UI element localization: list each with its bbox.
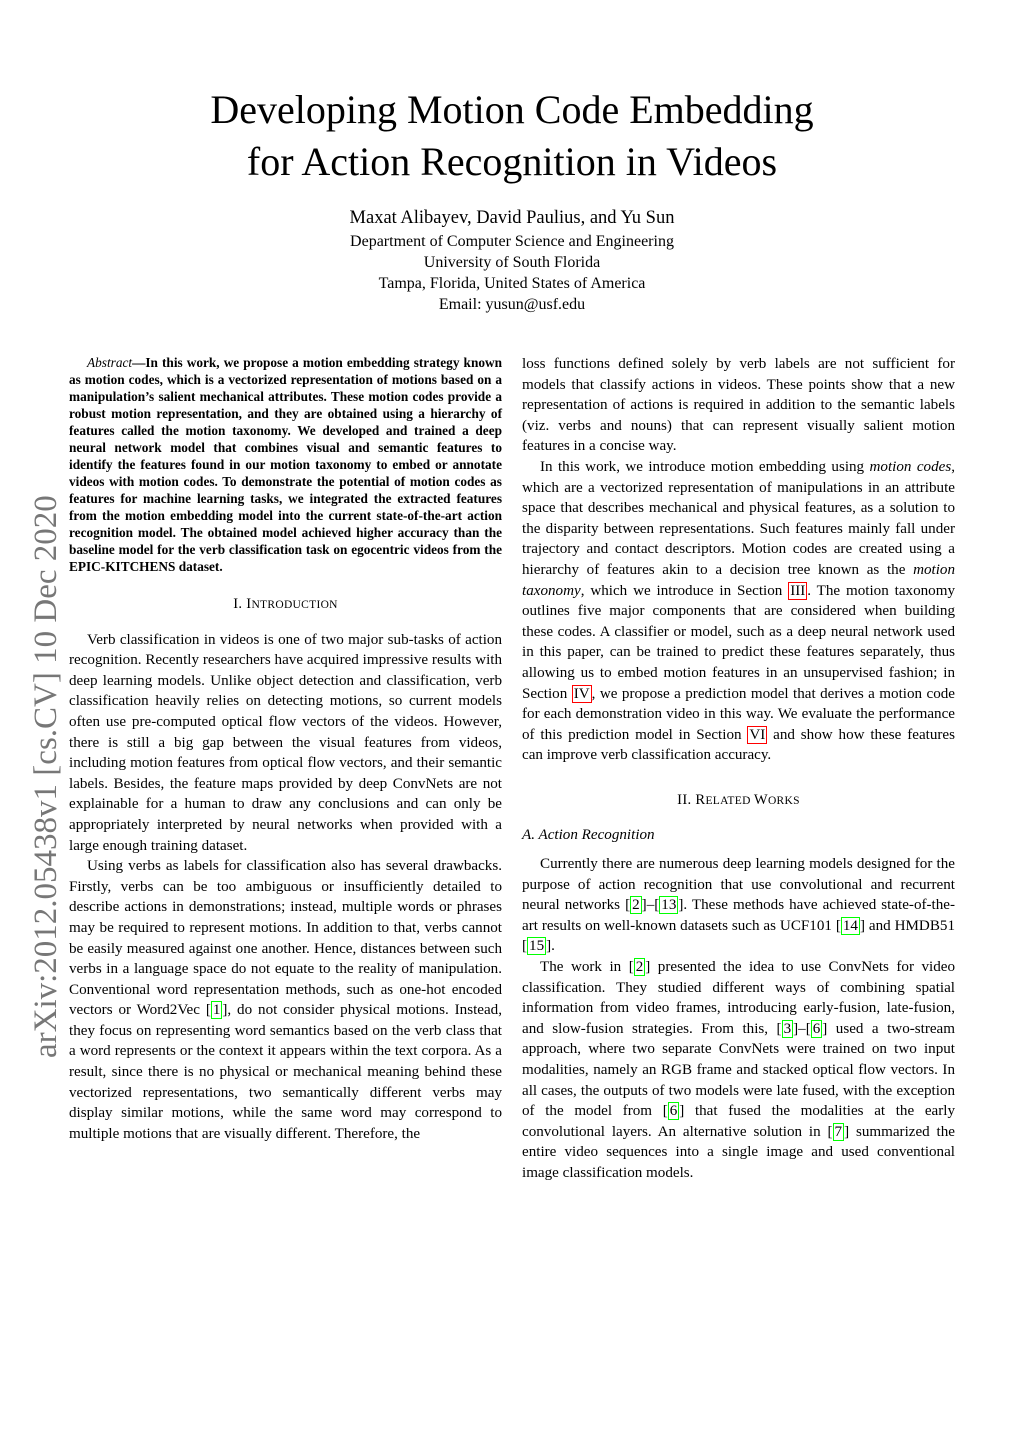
citation-link-7[interactable]: 7 (834, 1123, 843, 1140)
subsection-heading-action-recognition: A. Action Recognition (522, 827, 655, 844)
citation-link-2[interactable]: 2 (632, 897, 640, 914)
citation-link-2b[interactable]: 2 (635, 959, 644, 976)
related-p1-text-b: . These methods have achieved state-of-the-art results on well-known datasets such as UCF101 (522, 897, 956, 934)
title-line-2: for Action Recognition in Videos (246, 139, 778, 184)
intro-p2-text-b: , do not consider physical motions. Instead, they focus on representing word semantics based on the verb class that a word represents or the context it appears within the text corpora. As a result, since there is no physical or mechanical meaning behind these vectorized representations, two semantically different verbs may display similar motions, while the same word may correspond to multiple motions that are visually different. Therefore, the (69, 1002, 502, 1142)
intro-paragraph-3 (522, 457, 955, 766)
arxiv-id-text: arXiv:2012.05438v1 [cs.CV] 10 Dec 2020 (28, 495, 64, 1058)
section-title-initial: I (246, 596, 252, 612)
intro-paragraph-1: Verb classification in videos is one of two major sub-tasks of action recognition. Recently researchers have acquired impressive results with deep learning models. Unlike object detection and classification, verb classification heavily relies on detecting motions, so current models often use pre-computed optical flow vectors of the videos. However, there is still a big gap between the visual features from videos, including motion features from optical flow vectors, and their semantic labels. Besides, the feature maps provided by deep ConvNets are not explainable for a human to draw any conclusions and can only be appropriately interpreted by neural networks when provided with a large enough training dataset. (69, 631, 502, 854)
term-motion-taxonomy: motion taxonomy (522, 561, 955, 599)
intro-p3-text-f: and show how these features can improve verb classification accuracy. (522, 726, 955, 764)
related-paragraph-1: Currently there are numerous deep learning models designed for the purpose of action recognition that use convolutional and recurrent neural networks [ 2 ]–[ 13 ]. These methods have achieved state-of-the-art results on well-known datasets such as UCF101 [ 14 ] and HMDB51 [ 15 ]. (522, 856, 956, 955)
related-p2-text-a: The work in (540, 959, 629, 976)
related-p2-text-c: used a two-stream approach, where two separate ConvNets were trained on two input modalities, namely an RGB frame and stacked optical flow vectors. In all cases, the outputs of two models were late fused, with the exception of the model from (522, 1020, 955, 1120)
related-p1-text-c: and HMDB51 (865, 917, 955, 934)
section-title-initial-w: W (753, 791, 768, 808)
citation-link-1[interactable]: 1 (212, 1002, 221, 1019)
related-p1-text-d: . (551, 938, 555, 955)
section-heading-related-works (522, 790, 955, 812)
intro-p3-text-a: In this work, we introduce motion embedding using (540, 458, 870, 475)
abstract-label: Abstract (87, 355, 133, 370)
section-title-rest: NTRODUCTION (251, 599, 338, 611)
abstract-text: In this work, we propose a motion embedding strategy known as motion codes, which is a vectorized representation of motions based on a manipulation’s salient mechanical attributes. These motion codes provide a robust motion representation, and they are obtained using a hierarchy of features called the motion taxonomy. We developed and trained a deep neural network model that combines visual and semantic features to identify the features found in our motion taxonomy to embed or annotate videos with motion codes. To demonstrate the potential of motion codes as features for machine learning tasks, we integrated the extracted features from the motion embedding model into the current state-of-the-art action recognition model. The obtained model achieved higher accuracy than the baseline model for the verb classification task on egocentric videos from the EPIC-KITCHENS dataset. (69, 355, 502, 574)
section-title-initial-r: R (695, 791, 706, 808)
citation-link-6b[interactable]: 6 (669, 1103, 678, 1120)
paper-title (120, 84, 904, 188)
intro-p3-text-e: , we propose a prediction model that derives a motion code for each demonstration video in this way. We evaluate the performance of this prediction model in Section (522, 685, 955, 743)
citation-range-dash: – (646, 897, 655, 914)
intro-p3-text-d: . The motion taxonomy outlines five major components that are considered when building these codes. A classifier or model, such as a deep neural network used in this paper, can be trained to predict these features separately, thus allowing us to embed motion features in an unsupervised fashion; in Section (522, 582, 955, 702)
citation-link-15[interactable]: 15 (529, 938, 545, 955)
intro-p3-text-c: , which we introduce in Section (580, 582, 789, 599)
intro-paragraph-2: Using verbs as labels for classification also has several drawbacks. Firstly, verbs can be too ambiguous or insufficiently detailed to describe actions in demonstrations; instead, multiple words or phrases may be required to represent motions. In addition to that, verbs cannot be easily measured against one another. Hence, distances between such verbs in a language space do not equate to the reality of manipulation. Conventional word representation methods, such as one-hot encoded vectors or Word2Vec [ 1 ], do not consider physical motions. Instead, they focus on representing word semantics based on the verb class that a word represents or the context it appears within the text corpora. As a result, since there is no physical or mechanical meaning behind these vectorized representations, two semantically different verbs may display similar motions, while the same word may correspond to multiple motions that are visually different. Therefore, the (69, 858, 502, 1142)
citation-link-6[interactable]: 6 (812, 1020, 821, 1037)
title-line-1: Developing Motion Code Embedding (210, 87, 814, 132)
affiliation-university: University of South Florida (423, 254, 601, 271)
affiliation-location: Tampa, Florida, United States of America (378, 275, 646, 292)
affiliation-block (220, 231, 804, 315)
intro-paragraph-continued: loss functions defined solely by verb labels are not sufficient for models that classify actions in videos. These points show that a new representation of actions is required in addition to the semantic labels (viz. verbs and nouns) that can represent visually salient motion features in a concise way. (522, 356, 955, 455)
right-column (522, 354, 955, 1184)
citation-link-13[interactable]: 13 (661, 897, 677, 914)
section-link-vi[interactable]: VI (749, 726, 766, 743)
citation-link-3[interactable]: 3 (783, 1020, 792, 1037)
section-title-rest-1: ELATED (705, 794, 754, 807)
related-p2-text-b: presented the idea to use ConvNets for video classification. They studied different ways of combining spatial information from video frames, introducing early-fusion, late-fusion, and slow-fusion strategies. From this, (522, 959, 955, 1037)
abstract (69, 354, 502, 575)
related-p2-text-e: summarized the entire video sequences into a single image and used conventional image classification models. (522, 1123, 955, 1181)
term-motion-codes: motion codes (869, 458, 952, 475)
section-link-iv[interactable]: IV (573, 685, 590, 702)
intro-p3-text-b: , which are a vectorized representation of manipulations in an attribute space that describes mechanical and physical features, as a solution to the disparity between representations. Such features mainly fall under trajectory and contact descriptors. Motion codes are created using a hierarchy of features akin to a decision tree known as the (522, 458, 955, 578)
citation-range-dash: – (798, 1020, 806, 1037)
section-number: II. (677, 791, 692, 808)
related-p2-text-d: that fused the modalities at the early convolutional layers. An alternative solution in (522, 1103, 955, 1140)
related-paragraph-2: The work in [ 2 ] presented the idea to use ConvNets for video classification. They studied different ways of combining spatial information from video frames, introducing early-fusion, late-fusion, and slow-fusion strategies. From this, [ 3 ]–[ 6 ] used a two-stream approach, where two separate ConvNets were trained on two input modalities, namely an RGB frame and stacked optical flow vectors. In all cases, the outputs of two models were late fused, with the exception of the model from [ 6 ] that fused the modalities at the early convolutional layers. An alternative solution in [ 7 ] summarized the entire video sequences into a single image and used conventional image classification models. (522, 959, 955, 1181)
author-list: Maxat Alibayev, David Paulius, and Yu Sun (349, 208, 675, 228)
related-p1-text-a: Currently there are numerous deep learning models designed for the purpose of action recognition that use convolutional and recurrent neural networks (522, 856, 955, 914)
affiliation-department: Department of Computer Science and Engineering (350, 233, 674, 250)
left-column (69, 354, 502, 1144)
affiliation-email: Email: yusun@usf.edu (438, 296, 586, 313)
section-heading-introduction (69, 594, 502, 616)
abstract-dash: — (132, 355, 146, 370)
section-title-rest-2: ORKS (767, 794, 800, 807)
section-number: I. (233, 596, 243, 612)
citation-link-14[interactable]: 14 (842, 917, 858, 934)
intro-p2-text-a: Using verbs as labels for classification also has several drawbacks. Firstly, verbs can be too ambiguous or insufficiently detailed to describe actions in demonstrations; instead, multiple words or phrases may be required to represent motions. In addition to that, verbs cannot be easily measured against one another. Hence, distances between such verbs in a language space do not equate to the reality of manipulation. Conventional word representation methods, such as one-hot encoded vectors or Word2Vec (69, 858, 502, 1019)
section-link-iii[interactable]: III (790, 582, 806, 599)
